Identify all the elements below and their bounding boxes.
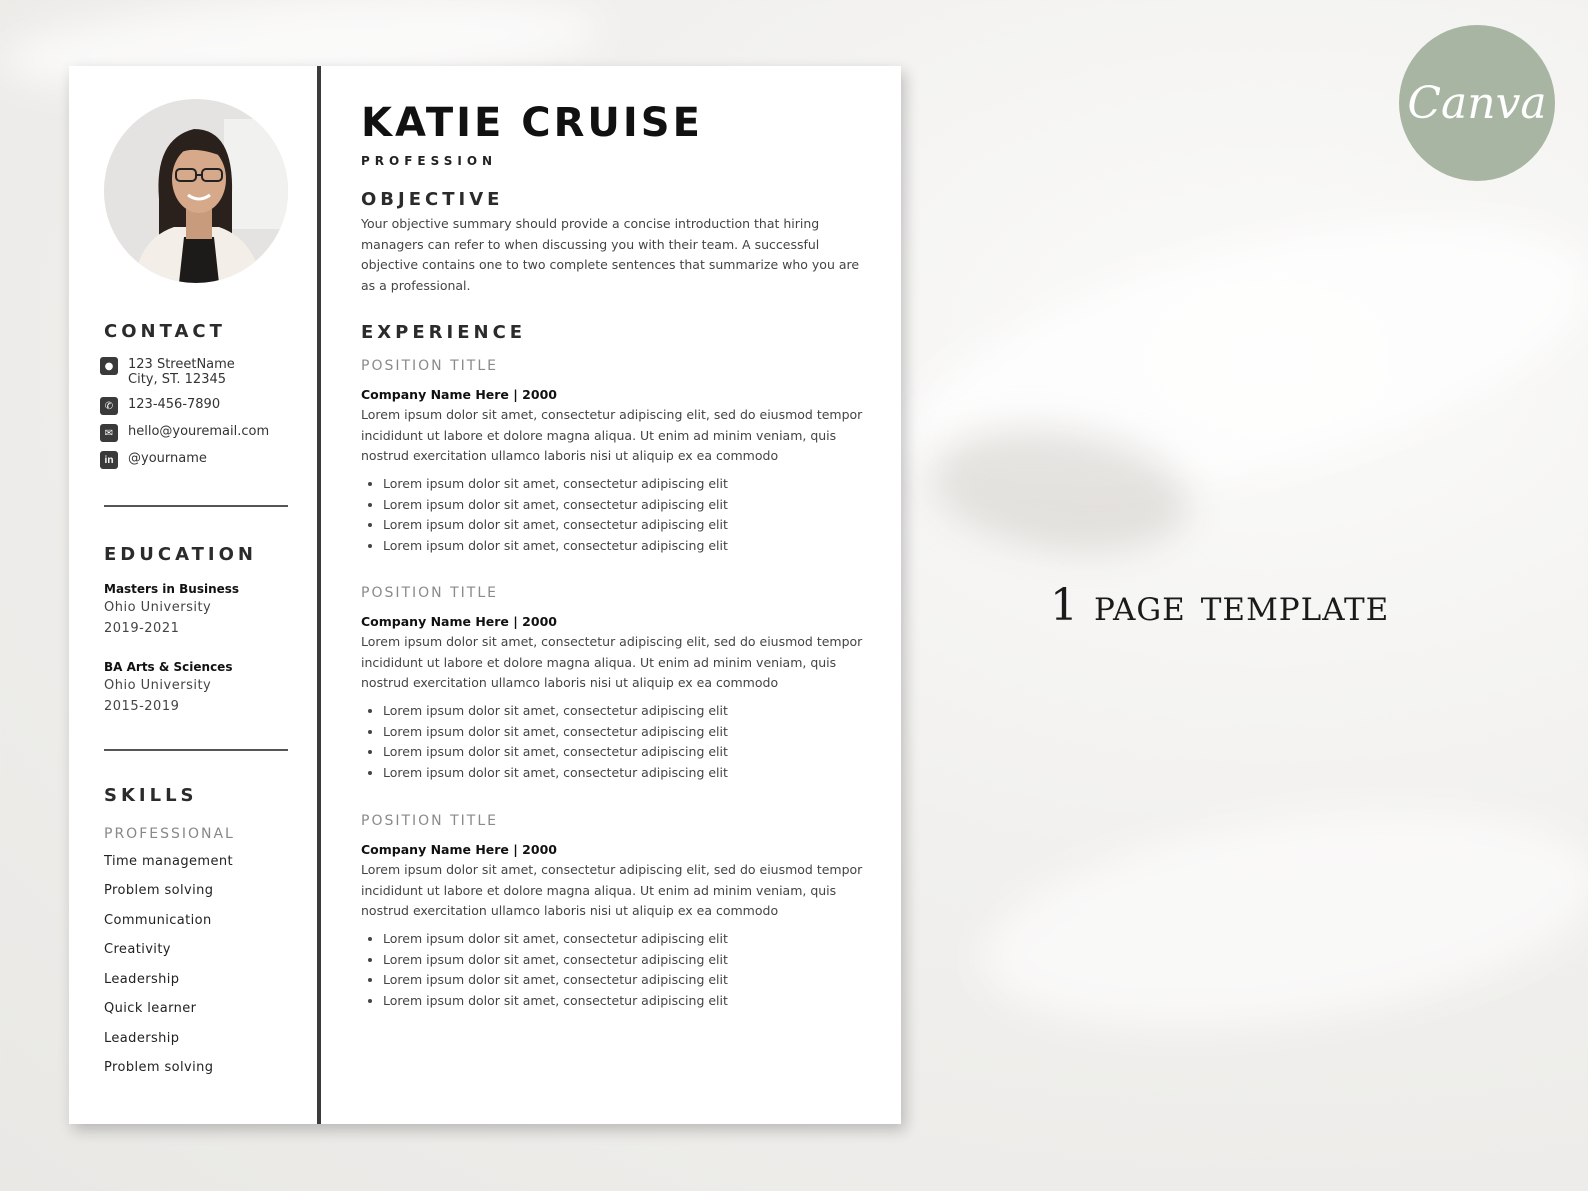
position-title: POSITION TITLE — [361, 358, 498, 374]
education-years: 2019-2021 — [104, 621, 180, 636]
tagline-text: 1 page template — [1050, 580, 1390, 631]
education-degree: BA Arts & Sciences — [104, 660, 233, 674]
company-line: Company Name Here | 2000 — [361, 387, 557, 402]
location-icon: ● — [100, 357, 118, 375]
position-description: Lorem ipsum dolor sit amet, consectetur adipiscing elit, sed do eiusmod tempor incididunt ut labore et dolore magna aliqua. Ut enim ad minim veniam, quis nostrud exercitation ullamco laboris nisi ut aliquip ex ea commodo — [361, 407, 863, 463]
skill-item: Problem solving — [104, 1060, 214, 1075]
candidate-name: KATIE CRUISE — [361, 100, 703, 146]
education-heading: EDUCATION — [104, 544, 257, 565]
email-icon: ✉ — [100, 424, 118, 442]
skill-item: Time management — [104, 854, 234, 869]
education-school: Ohio University — [104, 678, 212, 693]
vertical-divider — [317, 66, 321, 1124]
position-bullets — [361, 929, 728, 1011]
bullet-item: • Lorem ipsum dolor sit amet, consectetur adipiscing elit — [383, 929, 728, 950]
linkedin-icon: in — [100, 451, 118, 469]
objective-text: Your objective summary should provide a concise introduction that hiring managers can refer to when discussing you with their team. A successful objective contains one to two complete sentences that summarize who you are as a professional. — [361, 216, 860, 293]
skill-item: Quick learner — [104, 1001, 197, 1016]
left-divider — [104, 749, 288, 751]
bullet-item: • Lorem ipsum dolor sit amet, consectetur adipiscing elit — [383, 515, 728, 536]
linkedin-text: @yourname — [128, 451, 207, 466]
contact-address — [100, 357, 235, 387]
company-line: Company Name Here | 2000 — [361, 842, 557, 857]
position-description: Lorem ipsum dolor sit amet, consectetur adipiscing elit, sed do eiusmod tempor incididunt ut labore et dolore magna aliqua. Ut enim ad minim veniam, quis nostrud exercitation ullamco laboris nisi ut aliquip ex ea commodo — [361, 634, 863, 690]
left-divider — [104, 505, 288, 507]
position-bullets — [361, 701, 728, 783]
canva-badge — [1399, 25, 1555, 181]
profession-label: PROFESSION — [361, 154, 498, 168]
bullet-item: • Lorem ipsum dolor sit amet, consectetur adipiscing elit — [383, 742, 728, 763]
address-line2: City, ST. 12345 — [128, 372, 227, 387]
fabric-fold — [969, 778, 1588, 1062]
contact-phone — [100, 397, 220, 415]
skills-heading: SKILLS — [104, 785, 198, 806]
phone-text: 123-456-7890 — [128, 397, 221, 412]
bullet-item: • Lorem ipsum dolor sit amet, consectetur adipiscing elit — [383, 701, 728, 722]
bullet-item: • Lorem ipsum dolor sit amet, consectetur adipiscing elit — [383, 950, 728, 971]
bullet-item: • Lorem ipsum dolor sit amet, consectetur adipiscing elit — [383, 763, 728, 784]
education-degree: Masters in Business — [104, 582, 240, 596]
position-description: Lorem ipsum dolor sit amet, consectetur adipiscing elit, sed do eiusmod tempor incididunt ut labore et dolore magna aliqua. Ut enim ad minim veniam, quis nostrud exercitation ullamco laboris nisi ut aliquip ex ea commodo — [361, 862, 863, 918]
contact-linkedin — [100, 451, 207, 469]
position-bullets — [361, 474, 728, 556]
person-portrait-icon — [104, 99, 288, 283]
skill-item: Creativity — [104, 942, 171, 957]
position-title: POSITION TITLE — [361, 585, 498, 601]
address-line1: 123 StreetName — [128, 357, 235, 372]
skill-item: Leadership — [104, 972, 180, 987]
resume-page — [69, 66, 901, 1124]
bullet-item: • Lorem ipsum dolor sit amet, consectetur adipiscing elit — [383, 991, 728, 1012]
experience-heading: EXPERIENCE — [361, 322, 527, 343]
skill-item: Problem solving — [104, 883, 214, 898]
position-title: POSITION TITLE — [361, 813, 498, 829]
company-line: Company Name Here | 2000 — [361, 614, 557, 629]
bullet-item: • Lorem ipsum dolor sit amet, consectetur adipiscing elit — [383, 722, 728, 743]
skill-item: Communication — [104, 913, 212, 928]
email-text: hello@youremail.com — [128, 424, 270, 439]
bullet-item: • Lorem ipsum dolor sit amet, consectetur adipiscing elit — [383, 474, 728, 495]
education-years: 2015-2019 — [104, 699, 180, 714]
contact-heading: CONTACT — [104, 321, 226, 342]
bullet-item: • Lorem ipsum dolor sit amet, consectetur adipiscing elit — [383, 495, 728, 516]
objective-heading: OBJECTIVE — [361, 189, 504, 210]
skill-item: Leadership — [104, 1031, 180, 1046]
contact-email — [100, 424, 269, 442]
bullet-item: • Lorem ipsum dolor sit amet, consectetur adipiscing elit — [383, 536, 728, 557]
profile-photo — [104, 99, 288, 283]
canva-logo-text: Canva — [1407, 77, 1547, 129]
skills-subtitle: PROFESSIONAL — [104, 826, 235, 842]
phone-icon: ✆ — [100, 397, 118, 415]
education-school: Ohio University — [104, 600, 212, 615]
bullet-item: • Lorem ipsum dolor sit amet, consectetur adipiscing elit — [383, 970, 728, 991]
